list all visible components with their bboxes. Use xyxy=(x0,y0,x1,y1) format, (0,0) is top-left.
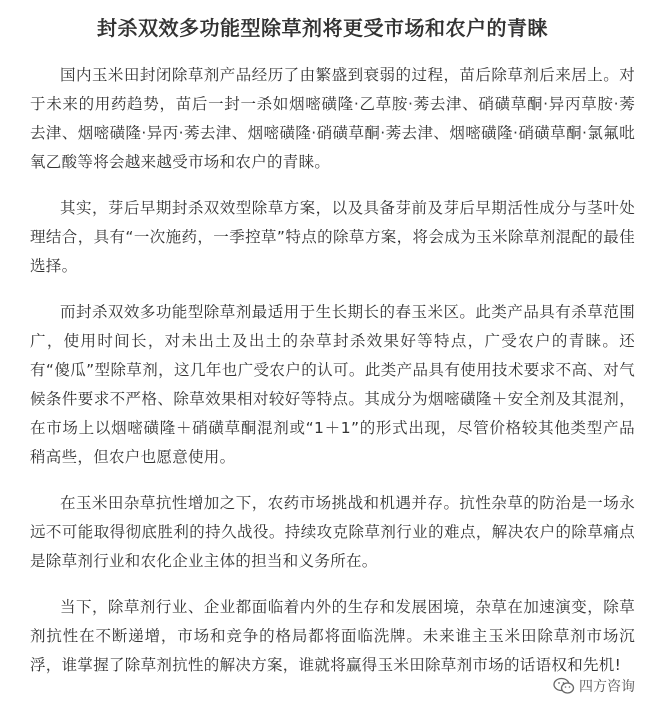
paragraph-3: 而封杀双效多功能型除草剂最适用于生长期长的春玉米区。此类产品具有杀草范围广，使用时间长，对未出土及出土的杂草封杀效果好等特点，广受农户的青睐。还有“傻瓜”型除草剂，这几年也广受农户的认可。此类产品具有使用技术要求不高、对气候条件要求不严格、除草效果相对较好等特点。其成分为烟嘧磺隆＋安全剂及其混剂，在市场上以烟嘧磺隆＋硝磺草酮混剂或“1＋1”的形式出现，尽管价格较其他类型产品稍高些，但农户也愿意使用。 xyxy=(30,303,635,466)
wechat-icon xyxy=(553,677,575,695)
watermark-text: 四方咨询 xyxy=(579,679,635,695)
paragraph-2: 其实，芽后早期封杀双效型除草方案，以及具备芽前及芽后早期活性成分与茎叶处理结合，具有“一次施药，一季控草”特点的除草方案，将会成为玉米除草剂混配的最佳选择。 xyxy=(30,199,635,275)
paragraph-5: 当下，除草剂行业、企业都面临着内外的生存和发展困境，杂草在加速演变，除草剂抗性在不断递增，市场和竞争的格局都将面临洗牌。未来谁主玉米田除草剂市场沉浮，谁掌握了除草剂抗性的解决方案，谁就将赢得玉米田除草剂市场的话语权和先机! xyxy=(30,598,635,674)
paragraph-4: 在玉米田杂草抗性增加之下，农药市场挑战和机遇并存。抗性杂草的防治是一场永远不可能取得彻底胜利的持久战役。持续攻克除草剂行业的难点，解决农户的除草痛点是除草剂行业和农化企业主体的担当和义务所在。 xyxy=(30,494,635,570)
article-title: 封杀双效多功能型除草剂将更受市场和农户的青睐 xyxy=(97,16,548,40)
paragraph-1: 国内玉米田封闭除草剂产品经历了由繁盛到衰弱的过程，苗后除草剂后来居上。对于未来的用药趋势，苗后一封一杀如烟嘧磺隆·乙草胺·莠去津、硝磺草酮·异丙草胺·莠去津、烟嘧磺隆·异丙·莠去津、烟嘧磺隆·硝磺草酮·莠去津、烟嘧磺隆·硝磺草酮·氯氟吡氧乙酸等将会越来越受市场和农户的青睐。 xyxy=(30,66,635,171)
watermark xyxy=(553,676,635,696)
